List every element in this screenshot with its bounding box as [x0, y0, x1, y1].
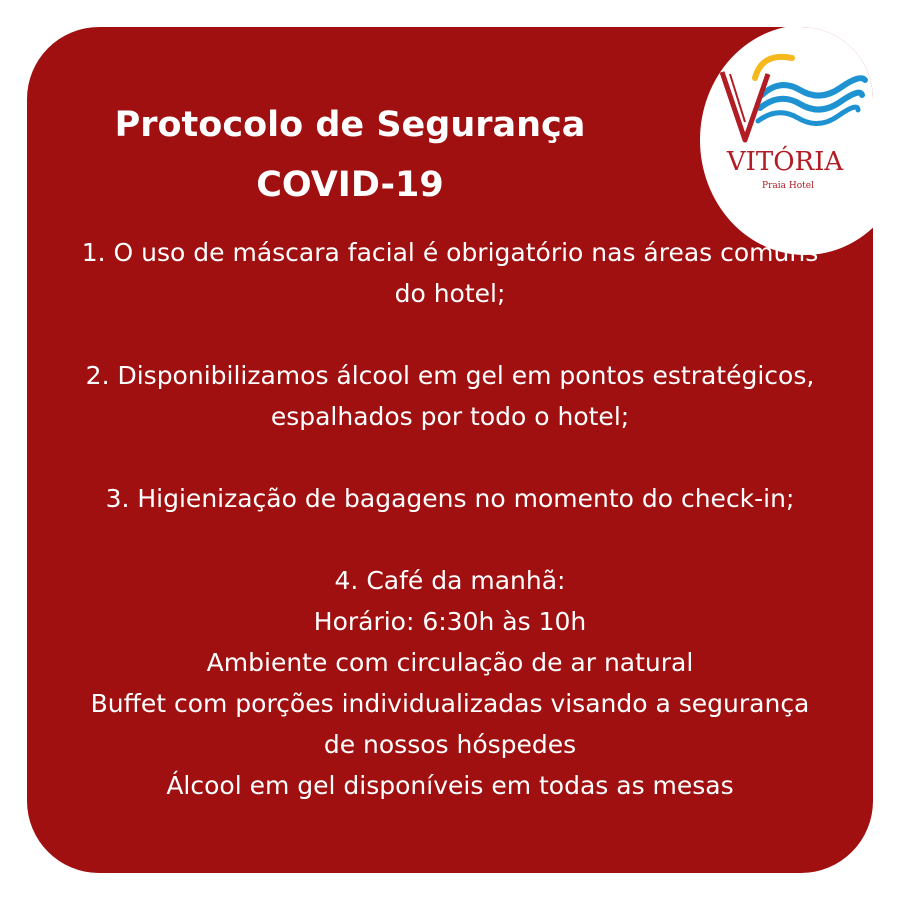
logo-brand-name: VITÓRIA [726, 147, 844, 177]
protocol-item-4 [30, 560, 870, 806]
protocol-list [30, 232, 870, 806]
item-line: Buffet com porções individualizadas visando a segurança [90, 689, 810, 718]
vitoria-hotel-logo-icon [700, 40, 870, 200]
item-line: espalhados por todo o hotel; [270, 402, 630, 431]
item-line: 3. Higienização de bagagens no momento do check-in; [105, 484, 795, 513]
item-line: de nossos hóspedes [323, 730, 577, 759]
item-line: Ambiente com circulação de ar natural [206, 648, 694, 677]
logo-sub-name: Praia Hotel [762, 181, 814, 191]
item-line: 1. O uso de máscara facial é obrigatório nas áreas comuns [81, 238, 819, 267]
protocol-item-2 [30, 355, 870, 437]
item-line: Álcool em gel disponíveis em todas as mesas [166, 771, 734, 800]
item-line: 2. Disponibilizamos álcool em gel em pontos estratégicos, [85, 361, 815, 390]
protocol-item-1 [30, 232, 870, 314]
protocol-item-3 [30, 478, 870, 519]
page-subtitle: COVID-19 [256, 165, 444, 205]
page-title: Protocolo de Segurança [114, 105, 586, 145]
item-line: do hotel; [394, 279, 506, 308]
item-line: 4. Café da manhã: [334, 566, 566, 595]
item-line: Horário: 6:30h às 10h [313, 607, 587, 636]
